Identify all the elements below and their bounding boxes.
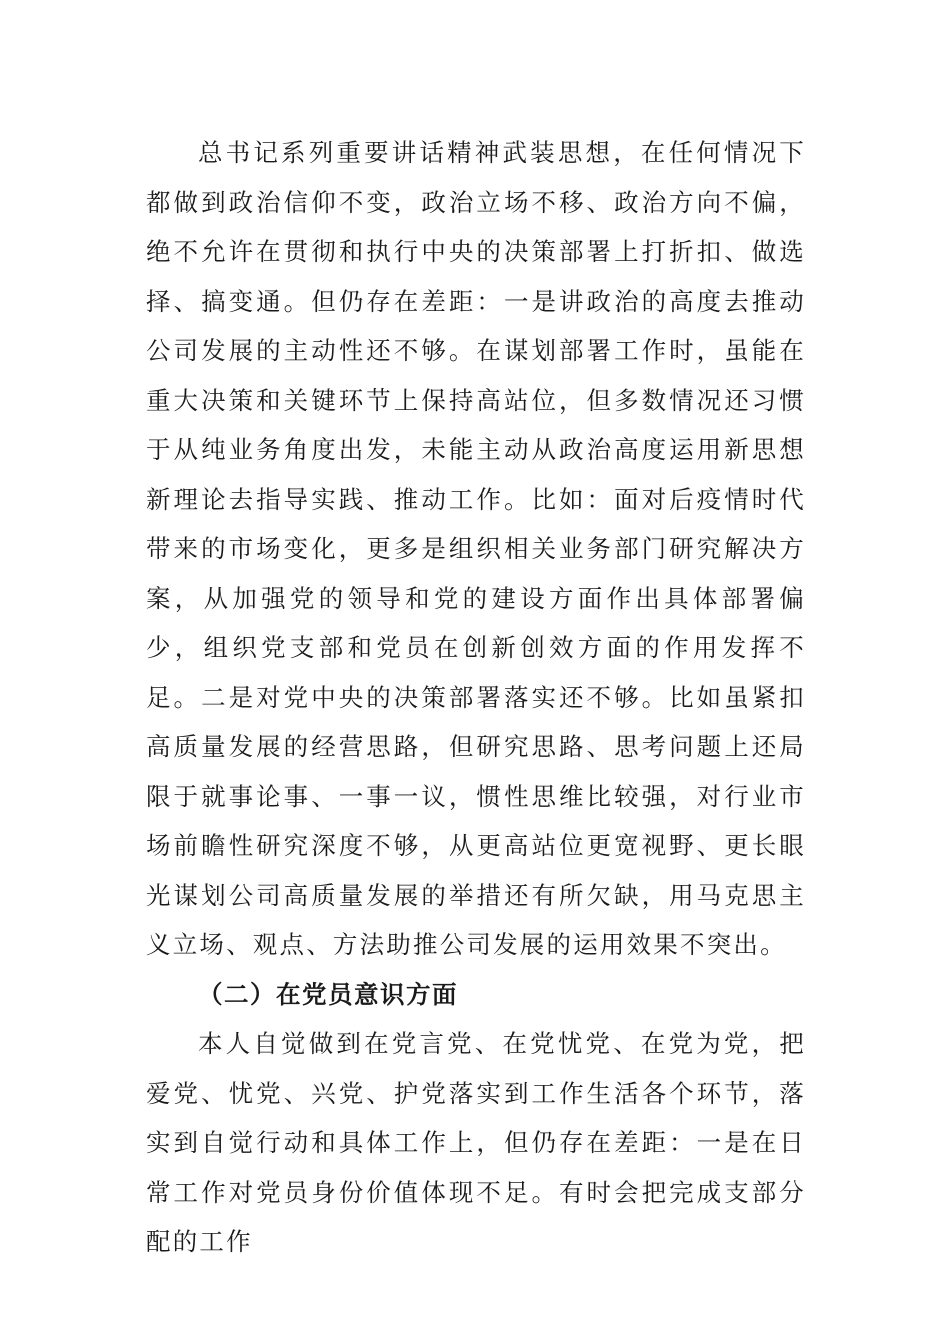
body-paragraph-political-awareness: 总书记系列重要讲话精神武装思想，在任何情况下都做到政治信仰不变，政治立场不移、政治方向不偏，绝不允许在贯彻和执行中央的决策部署上打折扣、做选择、搞变通。但仍存在差距：一是讲政治的高度去推动公司发展的主动性还不够。在谋划部署工作时，虽能在重大决策和关键环节上保持高站位，但多数情况还习惯于从纯业务角度出发，未能主动从政治高度运用新思想新理论去指导实践、推动工作。比如：面对后疫情时代带来的市场变化，更多是组织相关业务部门研究解决方案，从加强党的领导和党的建设方面作出具体部署偏少，组织党支部和党员在创新创效方面的作用发挥不足。二是对党中央的决策部署落实还不够。比如虽紧扣高质量发展的经营思路，但研究思路、思考问题上还局限于就事论事、一事一议，惯性思维比较强，对行业市场前瞻性研究深度不够，从更高站位更宽视野、更长眼光谋划公司高质量发展的举措还有所欠缺，用马克思主义立场、观点、方法助推公司发展的运用效果不突出。 xyxy=(146,138,806,959)
section-heading-party-member-awareness: （二）在党员意识方面 xyxy=(198,979,458,1009)
document-body xyxy=(146,128,806,1267)
body-paragraph-party-member-awareness: 本人自觉做到在党言党、在党忧党、在党为党，把爱党、忧党、兴党、护党落实到工作生活各个环节，落实到自觉行动和具体工作上，但仍存在差距：一是在日常工作对党员身份价值体现不足。有时会把完成支部分配的工作 xyxy=(146,1029,806,1256)
